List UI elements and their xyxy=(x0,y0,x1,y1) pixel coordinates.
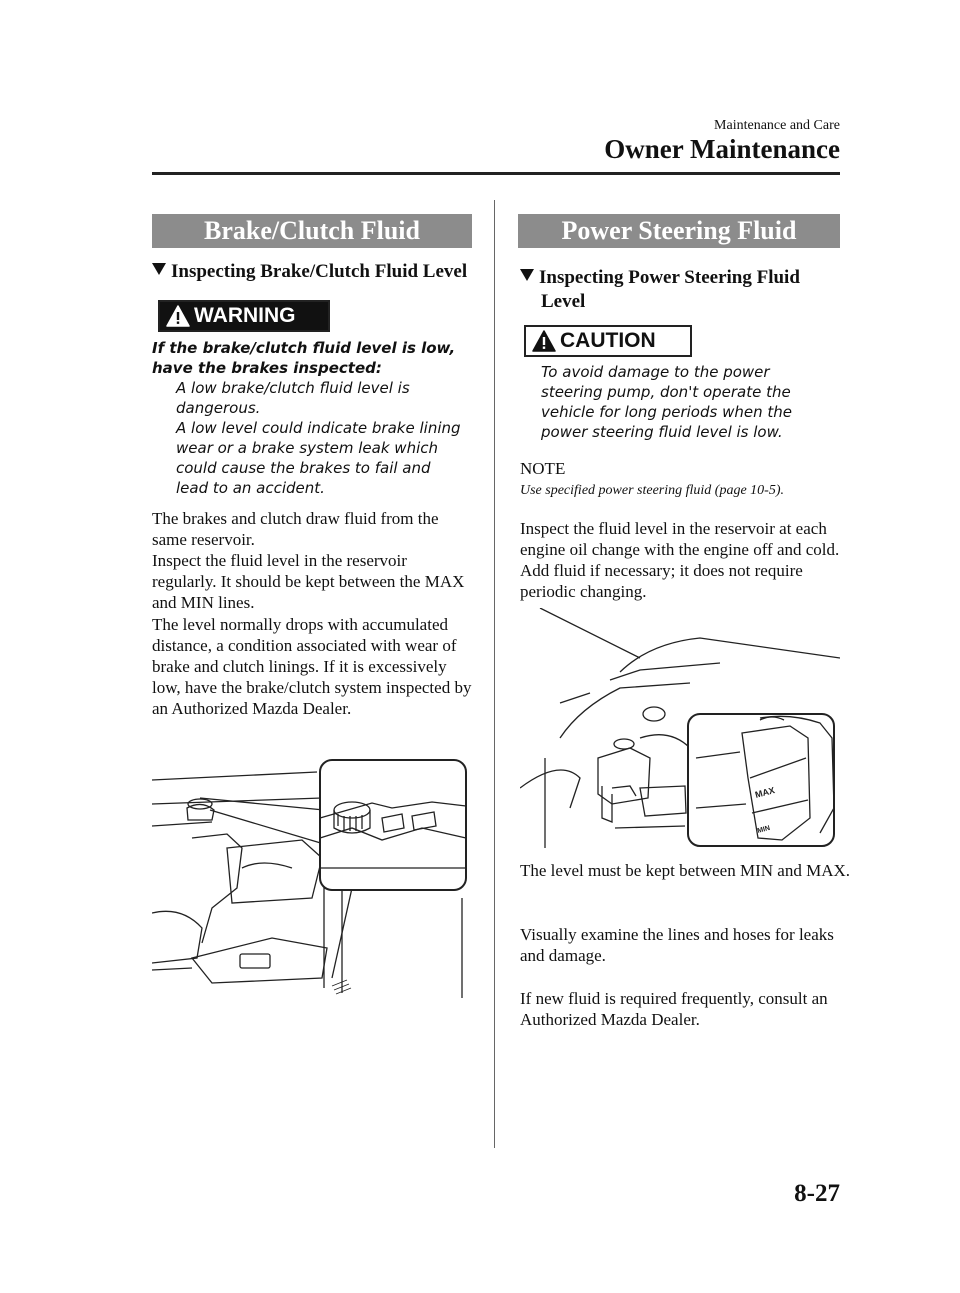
warning-label-text: WARNING xyxy=(194,304,296,327)
column-divider xyxy=(494,200,495,1148)
steering-paragraph-2: The level must be kept between MIN and MAX. xyxy=(520,861,850,880)
note-body: Use specified power steering fluid (page 10-5). xyxy=(520,483,785,498)
page-number: 8-27 xyxy=(794,1180,840,1207)
brake-reservoir-illustration xyxy=(152,758,472,998)
caution-label-box xyxy=(524,325,692,357)
brake-paragraph-1: The brakes and clutch draw fluid from the same reservoir. xyxy=(152,509,439,549)
section-title-brake-clutch: Brake/Clutch Fluid xyxy=(152,214,472,248)
subheading-brake-clutch xyxy=(152,260,482,284)
caution-label-text: CAUTION xyxy=(560,329,656,352)
warning-triangle-icon xyxy=(532,330,556,352)
subheading-line-1: Inspecting Power Steering Fluid xyxy=(539,267,800,288)
triangle-bullet-icon xyxy=(152,263,166,275)
warning-triangle-icon xyxy=(166,305,190,327)
max-line-label: MAX xyxy=(753,785,776,800)
subheading-line-2: Level xyxy=(541,291,586,312)
caution-body: To avoid damage to the power steering pump, don't operate the vehicle for long periods when the power steering fluid level is low. xyxy=(541,363,792,441)
warning-body-2: A low level could indicate brake lining wear or a brake system leak which could cause the brakes to fail and lead to an accident. xyxy=(176,419,461,497)
chapter-label: Maintenance and Care xyxy=(714,118,840,133)
note-label: NOTE xyxy=(520,459,566,478)
warning-body-1: A low brake/clutch fluid level is dangerous. xyxy=(176,379,410,417)
brake-paragraph-3: The level normally drops with accumulated distance, a condition associated with wear of brake and clutch linings. If it is excessively low, have the brake/clutch system inspected by an Authorized Mazda Dealer. xyxy=(152,615,472,718)
header-rule xyxy=(152,172,840,175)
brake-paragraph-2: Inspect the fluid level in the reservoir regularly. It should be kept between the MAX and MIN lines. xyxy=(152,551,465,612)
warning-label-box xyxy=(158,300,330,332)
page-title: Owner Maintenance xyxy=(604,134,840,164)
subheading-power-steering xyxy=(520,266,840,290)
steering-paragraph-4: If new fluid is required frequently, consult an Authorized Mazda Dealer. xyxy=(520,989,828,1029)
min-line-label: MIN xyxy=(756,824,771,835)
section-title-power-steering: Power Steering Fluid xyxy=(518,214,840,248)
warning-lead: If the brake/clutch fluid level is low, have the brakes inspected: xyxy=(152,339,456,377)
power-steering-reservoir-illustration xyxy=(520,608,840,848)
subheading-text: Inspecting Brake/Clutch Fluid Level xyxy=(171,261,468,282)
steering-paragraph-3: Visually examine the lines and hoses for leaks and damage. xyxy=(520,925,834,965)
triangle-bullet-icon xyxy=(520,269,534,281)
steering-paragraph-1: Inspect the fluid level in the reservoir at each engine oil change with the engine off and cold. Add fluid if necessary; it does not require periodic changing. xyxy=(520,519,840,601)
